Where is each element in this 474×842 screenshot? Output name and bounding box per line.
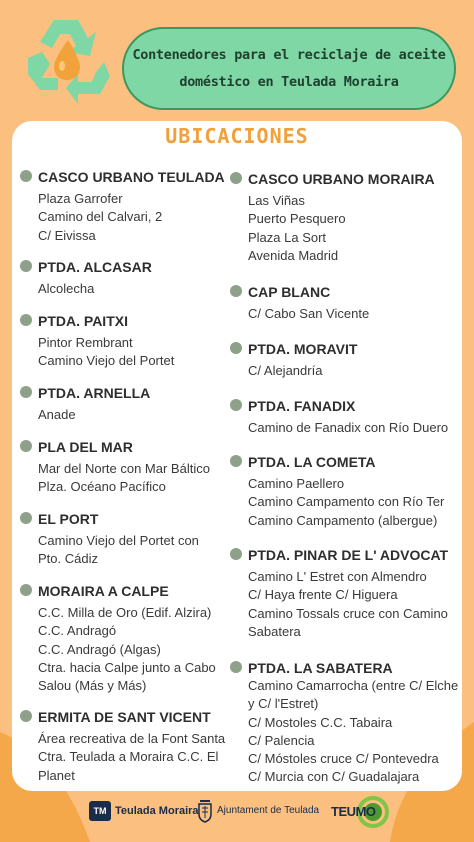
location-addresses	[248, 475, 444, 530]
bullet-dot	[230, 342, 242, 354]
bullet-dot	[20, 314, 32, 326]
location-title: EL PORT	[38, 511, 99, 527]
location-title: MORAIRA A CALPE	[38, 583, 169, 599]
location-addresses	[248, 677, 458, 787]
address-line: C/ Móstoles cruce C/ Pontevedra	[248, 751, 439, 767]
footer-logos	[85, 792, 395, 832]
location-title: PTDA. PINAR DE L' ADVOCAT	[248, 547, 449, 563]
address-line: Las Viñas	[248, 193, 305, 208]
location-title: CAP BLANC	[248, 284, 331, 300]
recycle-oil-icon	[16, 12, 116, 112]
address-line: Área recreativa de la Font Santa	[38, 731, 226, 746]
teulada-moraira-logo-text: Teulada Moraira	[115, 805, 199, 817]
address-line: Camino L' Estret con Almendro	[248, 569, 427, 584]
coat-of-arms-icon	[197, 796, 213, 824]
bullet-dot	[20, 512, 32, 524]
address-line: Avenida Madrid	[248, 247, 339, 263]
address-line: Ctra. hacia Calpe junto a Cabo	[38, 659, 216, 675]
address-line: Mar del Norte con Mar Báltico	[38, 461, 210, 476]
location-addresses	[248, 362, 322, 380]
location-addresses	[248, 192, 346, 265]
location-title: PTDA. LA COMETA	[248, 454, 376, 470]
title-line-2: doméstico en Teulada Moraira	[179, 73, 399, 90]
location-addresses	[38, 460, 210, 497]
address-line: Anade	[38, 407, 76, 422]
address-line: y C/ l'Estret)	[248, 696, 319, 712]
address-line: C/ Haya frente C/ Higuera	[248, 587, 398, 603]
address-line: Camino Tossals cruce con Camino	[248, 605, 448, 621]
location-title: CASCO URBANO TEULADA	[38, 169, 225, 185]
address-line: Camino del Calvari, 2	[38, 209, 163, 225]
address-line: Camino Campamento con Río Ter	[248, 494, 445, 510]
bullet-dot	[20, 584, 32, 596]
bullet-dot	[230, 455, 242, 467]
location-title: PTDA. PAITXI	[38, 313, 128, 329]
location-title: PTDA. ARNELLA	[38, 385, 151, 401]
location-addresses	[38, 190, 162, 245]
location-title: CASCO URBANO MORAIRA	[248, 171, 435, 187]
location-title: PLA DEL MAR	[38, 439, 133, 455]
address-line: C/ Alejandría	[248, 363, 323, 378]
address-line: C/ Cabo San Vicente	[248, 306, 370, 321]
teulada-moraira-logo	[89, 801, 199, 821]
title-banner	[122, 27, 456, 110]
bullet-dot	[20, 170, 32, 182]
address-line: C.C. Andragó	[38, 623, 117, 639]
address-line: Camino Viejo del Portet	[38, 353, 175, 369]
location-addresses	[38, 334, 174, 371]
address-line: Puerto Pesquero	[248, 211, 346, 227]
location-title: ERMITA DE SANT VICENT	[38, 709, 211, 725]
bullet-dot	[230, 661, 242, 673]
bullet-dot	[20, 260, 32, 272]
teumo-logo-text: TEUMO	[331, 804, 376, 819]
location-title: PTDA. FANADIX	[248, 398, 356, 414]
bullet-dot	[230, 172, 242, 184]
location-addresses	[38, 406, 76, 424]
address-line: Plaza La Sort	[248, 229, 327, 245]
location-title: PTDA. MORAVIT	[248, 341, 358, 357]
address-line: Sabatera	[248, 623, 301, 639]
address-line: C/ Murcia con C/ Guadalajara	[248, 769, 420, 785]
address-line: C/ Palencia	[248, 732, 315, 748]
address-line: Plza. Océano Pacífico	[38, 479, 166, 495]
address-line: Camino Viejo del Portet con	[38, 533, 199, 548]
location-addresses	[38, 532, 199, 569]
address-line: Pintor Rembrant	[38, 335, 133, 350]
location-title: PTDA. LA SABATERA	[248, 660, 393, 676]
bullet-dot	[20, 386, 32, 398]
address-line: Pto. Cádiz	[38, 551, 98, 567]
location-addresses	[38, 730, 225, 785]
address-line: C/ Mostoles C.C. Tabaira	[248, 714, 393, 730]
address-line: C.C. Andragó (Algas)	[38, 641, 161, 657]
address-line: Camino Paellero	[248, 476, 345, 491]
address-line: C/ Eivissa	[38, 227, 96, 243]
bullet-dot	[230, 399, 242, 411]
teumo-logo	[331, 796, 391, 828]
address-line: Camino Camarrocha (entre C/ Elche	[248, 678, 459, 693]
address-line: Ctra. Teulada a Moraira C.C. El	[38, 749, 219, 765]
address-line: Planet	[38, 767, 75, 783]
location-addresses	[248, 305, 369, 323]
location-addresses	[248, 419, 448, 437]
address-line: Alcolecha	[38, 281, 95, 296]
ajuntament-logo	[197, 796, 319, 824]
address-line: Salou (Más y Más)	[38, 678, 147, 694]
page-heading: UBICACIONES	[165, 124, 309, 148]
bullet-dot	[20, 440, 32, 452]
address-line: Plaza Garrofer	[38, 191, 123, 206]
title-line-1: Contenedores para el reciclaje de aceite	[132, 46, 446, 63]
location-title: PTDA. ALCASAR	[38, 259, 152, 275]
address-line: C.C. Milla de Oro (Edif. Alzira)	[38, 605, 212, 620]
bullet-dot	[230, 548, 242, 560]
location-addresses	[248, 568, 448, 641]
address-line: Camino Campamento (albergue)	[248, 512, 438, 528]
ajuntament-logo-text: Ajuntament de Teulada	[217, 804, 320, 816]
address-line: Camino de Fanadix con Río Duero	[248, 420, 449, 435]
location-addresses	[38, 604, 216, 695]
location-addresses	[38, 280, 94, 298]
tm-mark: TM	[89, 801, 111, 821]
bullet-dot	[20, 710, 32, 722]
bullet-dot	[230, 285, 242, 297]
